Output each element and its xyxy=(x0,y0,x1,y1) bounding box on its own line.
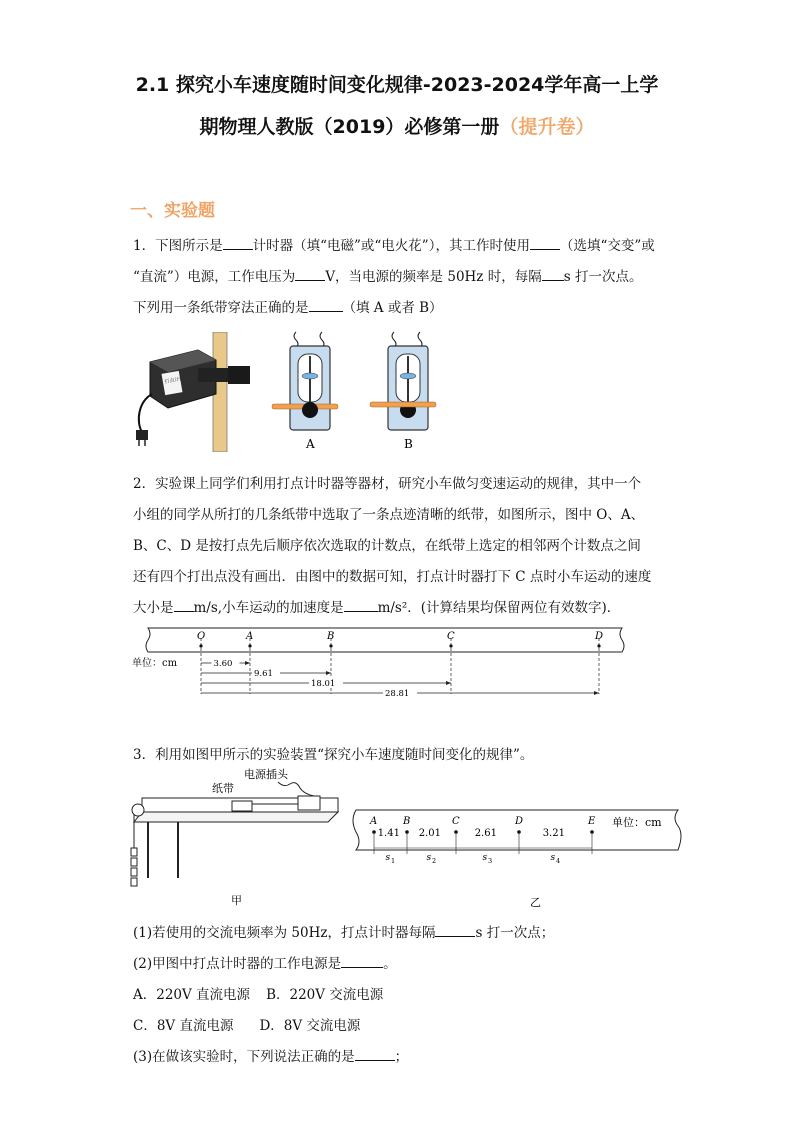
q2-text: 大小是 xyxy=(133,600,174,616)
weight xyxy=(131,848,137,856)
q3-text: s 打一次点； xyxy=(475,925,555,941)
option-d: D．8V 交流电源 xyxy=(259,1018,361,1034)
q1-text: （填 A 或者 B） xyxy=(342,300,443,316)
q1-blank-4 xyxy=(542,267,564,281)
tape-point-label: C xyxy=(447,631,455,642)
q1-option-a-figure xyxy=(270,330,366,454)
segment-s-subscript: 2 xyxy=(432,857,437,865)
q3-blank-2 xyxy=(341,954,383,968)
q3-options-row2 xyxy=(133,1014,360,1034)
tape-dot xyxy=(199,644,202,647)
q2-text: m/s,小车运动的加速度是 xyxy=(193,600,344,616)
timer-arm xyxy=(198,368,228,382)
dimension-value: 28.81 xyxy=(385,689,410,699)
tape-point-label: D xyxy=(515,816,524,827)
q1-blank-1 xyxy=(223,236,253,250)
document-title-line2 xyxy=(60,112,734,139)
segment-s-label: s xyxy=(426,853,432,863)
dimension-value: 18.01 xyxy=(311,679,336,689)
document-title-line1: 2.1 探究小车速度随时间变化规律-2023-2024学年高一上学 xyxy=(135,74,659,96)
power-cord xyxy=(278,782,314,796)
tape-dot xyxy=(248,644,251,647)
q3-sub1 xyxy=(133,921,554,941)
q1-text: （选填“交变”或 xyxy=(559,238,655,254)
q1-timer-device-figure xyxy=(128,332,258,452)
q3-blank-3 xyxy=(355,1047,395,1061)
q1-text: 1．下图所示是 xyxy=(133,238,223,254)
q3-tape-figure xyxy=(352,806,688,910)
paper-tape xyxy=(146,628,624,652)
segment-s-label: s xyxy=(385,853,391,863)
option-c: C．8V 直流电源 xyxy=(133,1018,234,1034)
q3-text: 。 xyxy=(383,956,397,972)
q1-text: 计时器（填“电磁”或“电火花”），其工作时使用 xyxy=(252,238,530,254)
q1-text: s 打一次点。 xyxy=(563,269,643,285)
weight xyxy=(131,858,137,866)
q3-text: (1)若使用的交流电频率为 50Hz，打点计时器每隔 xyxy=(133,925,436,941)
segment-value: 2.61 xyxy=(474,828,497,839)
q2-line5 xyxy=(133,596,620,616)
tape-dot xyxy=(597,644,600,647)
title-tag: （提升卷） xyxy=(499,116,595,138)
tape-point-label: A xyxy=(246,631,254,642)
q1-line1 xyxy=(133,234,655,254)
figure-caption-yi: 乙 xyxy=(530,896,541,909)
weight xyxy=(131,878,137,886)
q2-line1: 2．实验课上同学们利用打点计时器等器材，研究小车做匀变速运动的规律，其中一个 xyxy=(133,476,642,492)
q1-option-b-figure xyxy=(368,330,464,454)
tape-point-label: B xyxy=(327,631,335,642)
q1-text: V，当电源的频率是 50Hz 时，每隔 xyxy=(325,269,542,285)
segment-s-label: s xyxy=(482,853,488,863)
q3-sub2 xyxy=(133,952,397,972)
tape-point-label: C xyxy=(452,816,460,827)
q1-line3 xyxy=(133,296,443,316)
option-a: A．220V 直流电源 xyxy=(133,987,251,1003)
q2-blank-2 xyxy=(344,598,378,612)
q1-blank-2 xyxy=(530,236,560,250)
coil xyxy=(400,373,416,379)
q1-text: “直流”）电源，工作电压为 xyxy=(133,269,296,285)
q2-line4: 还有四个打出点没有画出．由图中的数据可知，打点计时器打下 C 点时小车运动的速度 xyxy=(133,569,652,585)
coil xyxy=(302,373,318,379)
weight xyxy=(131,868,137,876)
q2-text: m/s²．(计算结果均保留两位有效数字)． xyxy=(377,600,621,616)
title-main-text: 期物理人教版（2019）必修第一册 xyxy=(199,116,500,138)
q3-blank-1 xyxy=(435,923,475,937)
tape-label: 纸带 xyxy=(212,782,234,795)
dimension-arrow xyxy=(594,691,599,695)
dimension-value: 3.60 xyxy=(213,659,233,669)
option-b-label: B xyxy=(404,437,413,451)
tape-point-label: A xyxy=(370,816,378,827)
q3-intro: 3．利用如图甲所示的实验装置“探究小车速度随时间变化的规律”。 xyxy=(133,747,534,763)
tape-dimensions xyxy=(201,658,599,699)
timer-nameplate-text: 打点计时器 xyxy=(164,374,190,386)
segment-value: 2.01 xyxy=(418,828,441,839)
segment-s-subscript: 4 xyxy=(556,857,561,865)
q3-text: (2)甲图中打点计时器的工作电源是 xyxy=(133,956,342,972)
segment-value: 3.21 xyxy=(542,828,565,839)
segment-value: 1.41 xyxy=(377,828,400,839)
q2-tape-figure xyxy=(128,622,638,704)
tape-unit: 单位：cm xyxy=(612,816,662,829)
segment-s-subscript: 1 xyxy=(391,857,396,865)
timer-clip xyxy=(228,366,250,384)
ink-disc xyxy=(302,402,318,418)
tape-point-label: D xyxy=(595,631,604,642)
plug-label: 电源插头 xyxy=(244,768,288,781)
q3-sub3 xyxy=(133,1045,408,1065)
q1-blank-5 xyxy=(309,298,343,312)
power-plug xyxy=(136,430,148,440)
paper-tape-b xyxy=(370,402,436,407)
timer-box xyxy=(298,796,320,810)
tape-dot xyxy=(329,644,332,647)
q1-line2 xyxy=(133,265,642,285)
section-heading: 一、实验题 xyxy=(130,201,215,221)
option-b: B．220V 交流电源 xyxy=(266,987,384,1003)
q1-text: 下列用一条纸带穿法正确的是 xyxy=(133,300,309,316)
tape-point-label: B xyxy=(403,816,411,827)
segment-s-label: s xyxy=(550,853,556,863)
dimension-arrow xyxy=(446,681,451,685)
tape-point-label: E xyxy=(588,816,596,827)
power-cord xyxy=(139,394,152,432)
q3-options-row1 xyxy=(133,983,383,1003)
dimension-value: 9.61 xyxy=(254,669,273,679)
cart xyxy=(232,801,252,811)
option-a-label: A xyxy=(306,437,315,451)
q2-line3: B、C、D 是按打点先后顺序依次选取的计数点，在纸带上选定的相邻两个计数点之间 xyxy=(133,538,641,554)
q3-text: ； xyxy=(394,1049,409,1065)
q1-blank-3 xyxy=(295,267,325,281)
figure-caption-jia: 甲 xyxy=(231,894,242,907)
tape-point-label: O xyxy=(197,631,206,642)
tape-dot xyxy=(449,644,452,647)
q2-line2: 小组的同学从所打的几条纸带中选取了一条点迹清晰的纸带，如图所示，图中 O、A、 xyxy=(133,507,645,523)
q2-blank-1 xyxy=(174,598,194,612)
track-front xyxy=(134,812,338,822)
tape-unit: 单位：cm xyxy=(132,658,178,669)
dimension-arrow xyxy=(245,661,250,665)
dimension-arrow xyxy=(326,671,331,675)
q3-text: (3)在做该实验时，下列说法正确的是 xyxy=(133,1049,355,1065)
q3-apparatus-figure xyxy=(128,768,350,908)
segment-s-subscript: 3 xyxy=(488,857,493,865)
